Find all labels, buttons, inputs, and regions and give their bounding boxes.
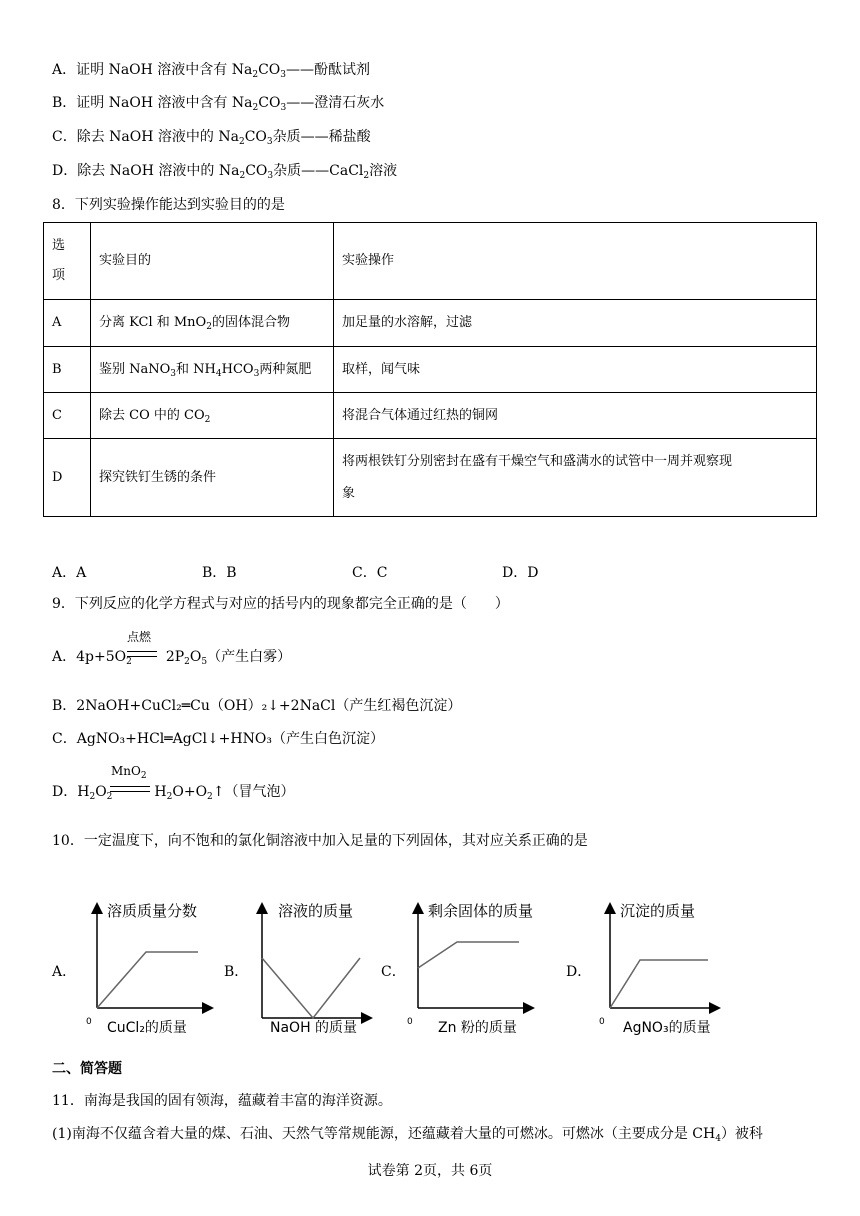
q10-graph-b [245,898,385,1038]
q9-a-equals [127,651,157,657]
q7-option-c: C．除去 NaOH 溶液中的 $Na_2CO_3$杂质——稀盐酸 [52,129,371,147]
origin-label: 0 [86,1017,92,1027]
row-option: D [44,439,91,517]
q9-stem: 9．下列反应的化学方程式与对应的括号内的现象都完全正确的是（ ） [52,596,509,612]
q10-graph-c-label: C． [381,964,406,980]
y-label: 溶质质量分数 [107,902,198,920]
table-row [44,439,817,517]
y-label: 剩余固体的质量 [428,902,534,920]
data-line [418,942,519,968]
q11-part1: (1)南海不仅蕴含着大量的煤、石油、天然气等常规能源，还蕴藏着大量的可燃冰。可燃冰（主要成分是 $CH_4$）被科 [52,1126,763,1144]
row-option: B [44,347,91,393]
q9-option-a: A．$4p+5O_2$ $2P_2O_5$（产生白雾） [52,649,292,667]
q10-stem: 10．一定温度下，向不饱和的氯化铜溶液中加入足量的下列固体，其对应关系正确的是 [52,833,588,849]
q10-graph-a [80,898,220,1038]
q10-graph-a-label: A． [52,964,77,980]
row-operation: 取样，闻气味 [334,347,817,393]
q7-option-b: B．证明 NaOH 溶液中含有 $Na_2CO_3——$澄清石灰水 [52,95,385,113]
x-label: CuCl₂的质量 [107,1020,187,1036]
row-goal: 鉴别 NaNO$_3$和 $NH_4HCO_3$两种氮肥 [91,347,334,393]
header-goal: 实验目的 [91,223,334,300]
header-operation: 实验操作 [334,223,817,300]
q10-graph-d-label: D． [566,964,592,980]
table-row [44,300,817,347]
q9-d-equals [110,786,150,792]
section-heading: 二、简答题 [52,1061,122,1077]
header-option: 选 项 [44,223,91,300]
q7-option-a: A．证明 NaOH 溶液中含有 $Na_2CO_3——$酚酞试剂 [52,62,371,80]
row-goal: 除去 CO 中的 $CO_2$ [91,393,334,439]
q11-stem: 11．南海是我国的固有领海，蕴藏着丰富的海洋资源。 [52,1093,392,1109]
y-label: 沉淀的质量 [620,902,696,920]
q7-option-d: D．除去 NaOH 溶液中的 $Na_2CO_3$杂质——CaCl$_2$溶液 [52,163,398,181]
q8-stem: 8．下列实验操作能达到实验目的的是 [52,197,285,213]
q10-graph-c [401,898,551,1038]
table-row [44,347,817,393]
q8-choice-b: B．B [202,565,237,581]
origin-label: 0 [407,1017,413,1027]
q9-option-b: B．2NaOH+CuCl₂═Cu（OH）₂↓+2NaCl（产生红褐色沉淀） [52,698,462,714]
row-operation: 将两根铁钉分别密封在盛有干燥空气和盛满水的试管中一周并观察现 象 [334,439,817,517]
page-footer: 试卷第 2页，共 6页 [367,1163,493,1179]
x-label: NaOH 的质量 [270,1020,358,1036]
q8-choice-a: A．A [52,565,87,581]
q9-d-condition: MnO$_2$ [111,764,147,781]
data-line [262,958,360,1018]
q9-a-condition: 点燃 [127,630,152,644]
q8-choice-d: D．D [502,565,539,581]
q9-option-c: C．AgNO₃+HCl═AgCl↓+HNO₃（产生白色沉淀） [52,731,384,747]
q10-graph-d [593,898,733,1038]
origin-label: 0 [599,1017,605,1027]
row-goal: 分离 KCl 和 MnO$_2$的固体混合物 [91,300,334,347]
data-line [97,952,198,1008]
row-option: C [44,393,91,439]
x-label: AgNO₃的质量 [623,1020,711,1036]
q9-option-d: D．$H_2O_2$ $H_2O+O_2↑$（冒气泡） [52,784,295,802]
table-row [44,393,817,439]
row-goal: 探究铁钉生锈的条件 [91,439,334,517]
data-line [610,960,708,1008]
y-label: 溶液的质量 [278,902,354,920]
q8-choice-c: C．C [352,565,388,581]
q8-table [43,222,817,517]
row-option: A [44,300,91,347]
row-operation: 将混合气体通过红热的铜网 [334,393,817,439]
row-operation: 加足量的水溶解，过滤 [334,300,817,347]
x-label: Zn 粉的质量 [438,1020,517,1036]
table-header-row [44,223,817,300]
q10-graph-b-label: B． [224,964,249,980]
